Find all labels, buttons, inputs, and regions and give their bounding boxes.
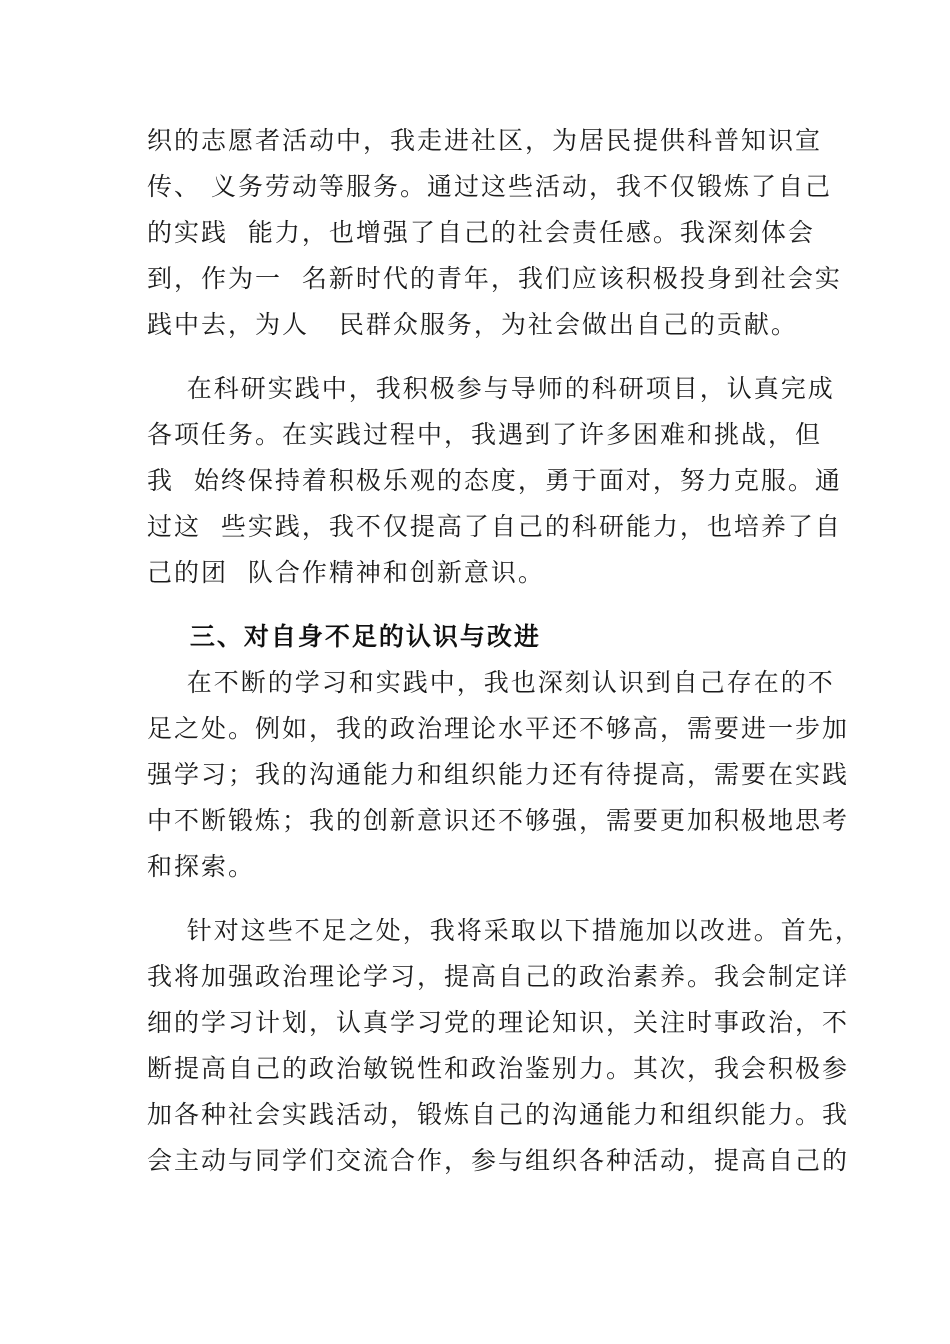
- section-heading: [147, 614, 817, 660]
- text-line: 过这 些实践，我不仅提高了自己的科研能力，也培养了自: [147, 512, 842, 541]
- text-line: 织的志愿者活动中，我走进社区，为居民提供科普知识宣: [147, 126, 823, 155]
- text-line: 践中去，为人 民群众服务，为社会做出自己的贡献。: [147, 310, 798, 339]
- text-line: 各项任务。在实践过程中，我遇到了许多困难和挑战，但: [147, 420, 823, 449]
- paragraph-shortcomings: [147, 660, 850, 890]
- text-line: 己的团 队合作精神和创新意识。: [147, 558, 545, 587]
- text-line: 的实践 能力，也增强了自己的社会责任感。我深刻体会: [147, 218, 815, 247]
- text-line: 中不断锻炼；我的创新意识还不够强，需要更加积极地思考: [147, 806, 850, 835]
- paragraph-research: [147, 366, 842, 596]
- text-line: 会主动与同学们交流合作，参与组织各种活动，提高自己的: [147, 1146, 850, 1175]
- text-line: 在不断的学习和实践中，我也深刻认识到自己存在的不: [147, 668, 835, 697]
- paragraph-gap: [147, 890, 817, 908]
- paragraph-gap: [147, 596, 817, 614]
- text-line: 强学习；我的沟通能力和组织能力还有待提高，需要在实践: [147, 760, 850, 789]
- paragraph-gap: [147, 348, 817, 366]
- document-body: [147, 118, 862, 1184]
- paragraph-volunteer: [147, 118, 842, 348]
- text-line: 在科研实践中，我积极参与导师的科研项目，认真完成: [147, 374, 835, 403]
- text-line: 到，作为一 名新时代的青年，我们应该积极投身到社会实: [147, 264, 842, 293]
- text-line: 足之处。例如，我的政治理论水平还不够高，需要进一步加: [147, 714, 850, 743]
- text-line: 断提高自己的政治敏锐性和政治鉴别力。其次，我会积极参: [147, 1054, 850, 1083]
- text-line: 我 始终保持着积极乐观的态度，勇于面对，努力克服。通: [147, 466, 842, 495]
- text-line: 传、 义务劳动等服务。通过这些活动，我不仅锻炼了自己: [147, 172, 832, 201]
- text-line: 我将加强政治理论学习，提高自己的政治素养。我会制定详: [147, 962, 850, 991]
- text-line: 和探索。: [147, 852, 256, 881]
- paragraph-improvements: [147, 908, 862, 1184]
- text-line: 细的学习计划，认真学习党的理论知识，关注时事政治，不: [147, 1008, 850, 1037]
- section-heading-text: 三、对自身不足的认识与改进: [147, 622, 541, 651]
- text-line: 加各种社会实践活动，锻炼自己的沟通能力和组织能力。我: [147, 1100, 850, 1129]
- text-line: 针对这些不足之处，我将采取以下措施加以改进。首先，: [147, 916, 862, 945]
